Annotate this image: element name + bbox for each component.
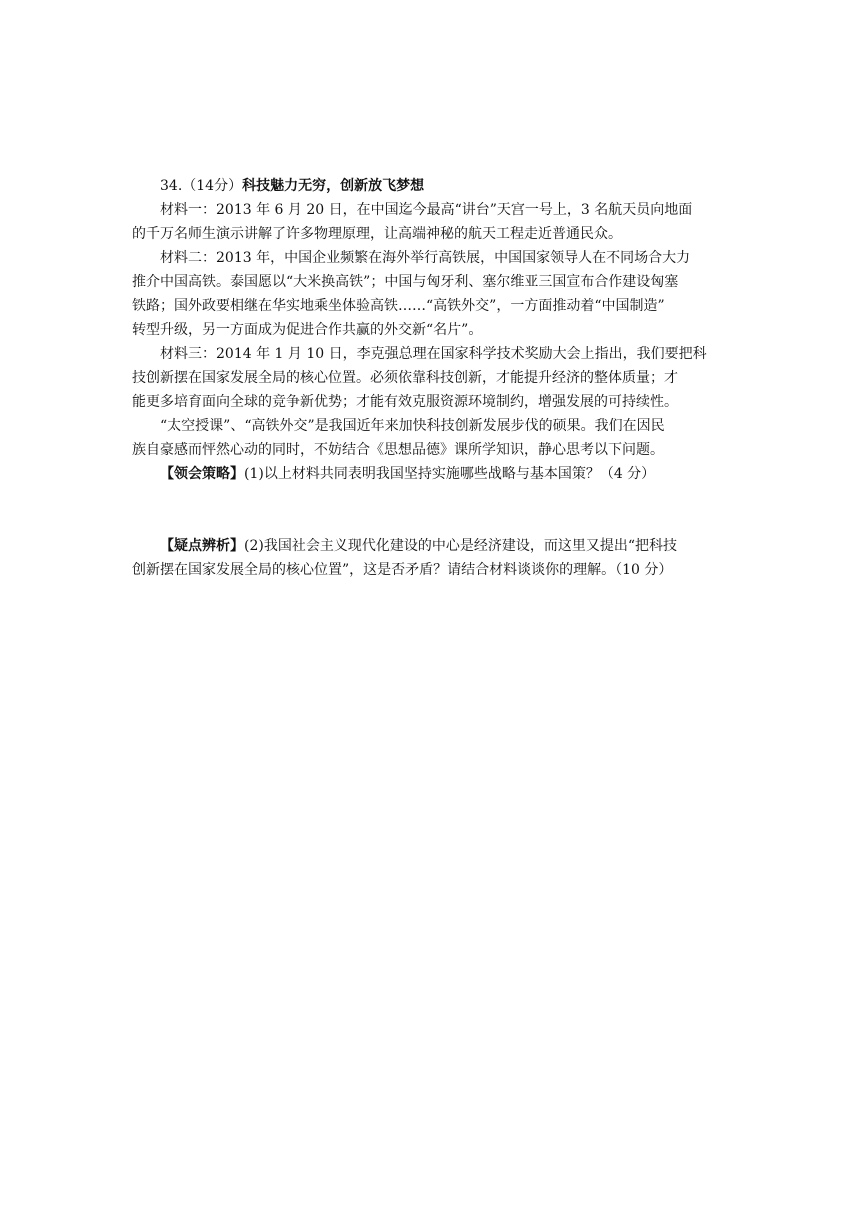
material-line: 材料二：2013 年，中国企业频繁在海外举行高铁展，中国国家领导人在不同场合大力	[160, 250, 691, 266]
material-summary	[132, 414, 736, 462]
sub-question-tag: 【领会策略】	[160, 466, 244, 482]
sub-question-text: (1)以上材料共同表明我国坚持实施哪些战略与基本国策？（4 分）	[244, 466, 656, 482]
material-two	[132, 246, 736, 342]
question-heading	[132, 174, 736, 198]
sub-question-line	[132, 534, 736, 558]
question-title: 科技魅力无穷，创新放飞梦想	[242, 178, 425, 194]
material-line: 材料一：2013 年 6 月 20 日，在中国迄今最高“讲台”天宫一号上，3 名航天员向地面	[160, 202, 693, 218]
exam-question-block	[132, 174, 736, 582]
sub-question-text: (2)我国社会主义现代化建设的中心是经济建设，而这里又提出“把科技	[244, 538, 677, 554]
sub-question-line	[132, 462, 736, 486]
material-line: 铁路；国外政要相继在华实地乘坐体验高铁……“高铁外交”，一方面推动着“中国制造”	[132, 298, 665, 314]
material-line: 技创新摆在国家发展全局的核心位置。必须依靠科技创新，才能提升经济的整体质量；才	[132, 370, 678, 386]
sub-question-2	[132, 534, 736, 582]
material-line: “太空授课”、“高铁外交”是我国近年来加快科技创新发展步伐的硕果。我们在因民	[160, 418, 665, 434]
material-three	[132, 342, 736, 414]
material-line: 推介中国高铁。泰国愿以“大米换高铁”；中国与匈牙利、塞尔维亚三国宣布合作建设匈塞	[132, 274, 679, 290]
material-line: 的千万名师生演示讲解了许多物理原理，让高端神秘的航天工程走近普通民众。	[132, 226, 622, 242]
material-line: 材料三：2014 年 1 月 10 日，李克强总理在国家科学技术奖励大会上指出，我们要把科	[160, 346, 707, 362]
material-line: 转型升级，另一方面成为促进合作共赢的外交新“名片”。	[132, 322, 483, 338]
sub-question-1	[132, 462, 736, 486]
material-one	[132, 198, 736, 246]
question-number: 34.（14分）	[160, 178, 243, 194]
material-line: 族自豪感而怦然心动的同时，不妨结合《思想品德》课所学知识，静心思考以下问题。	[132, 442, 664, 458]
answer-space	[132, 486, 736, 534]
material-line: 能更多培育面向全球的竞争新优势；才能有效克服资源环境制约，增强发展的可持续性。	[132, 394, 678, 410]
sub-question-tag: 【疑点辨析】	[160, 538, 244, 554]
sub-question-line: 创新摆在国家发展全局的核心位置”，这是否矛盾？请结合材料谈谈你的理解。（10 分）	[132, 562, 673, 578]
